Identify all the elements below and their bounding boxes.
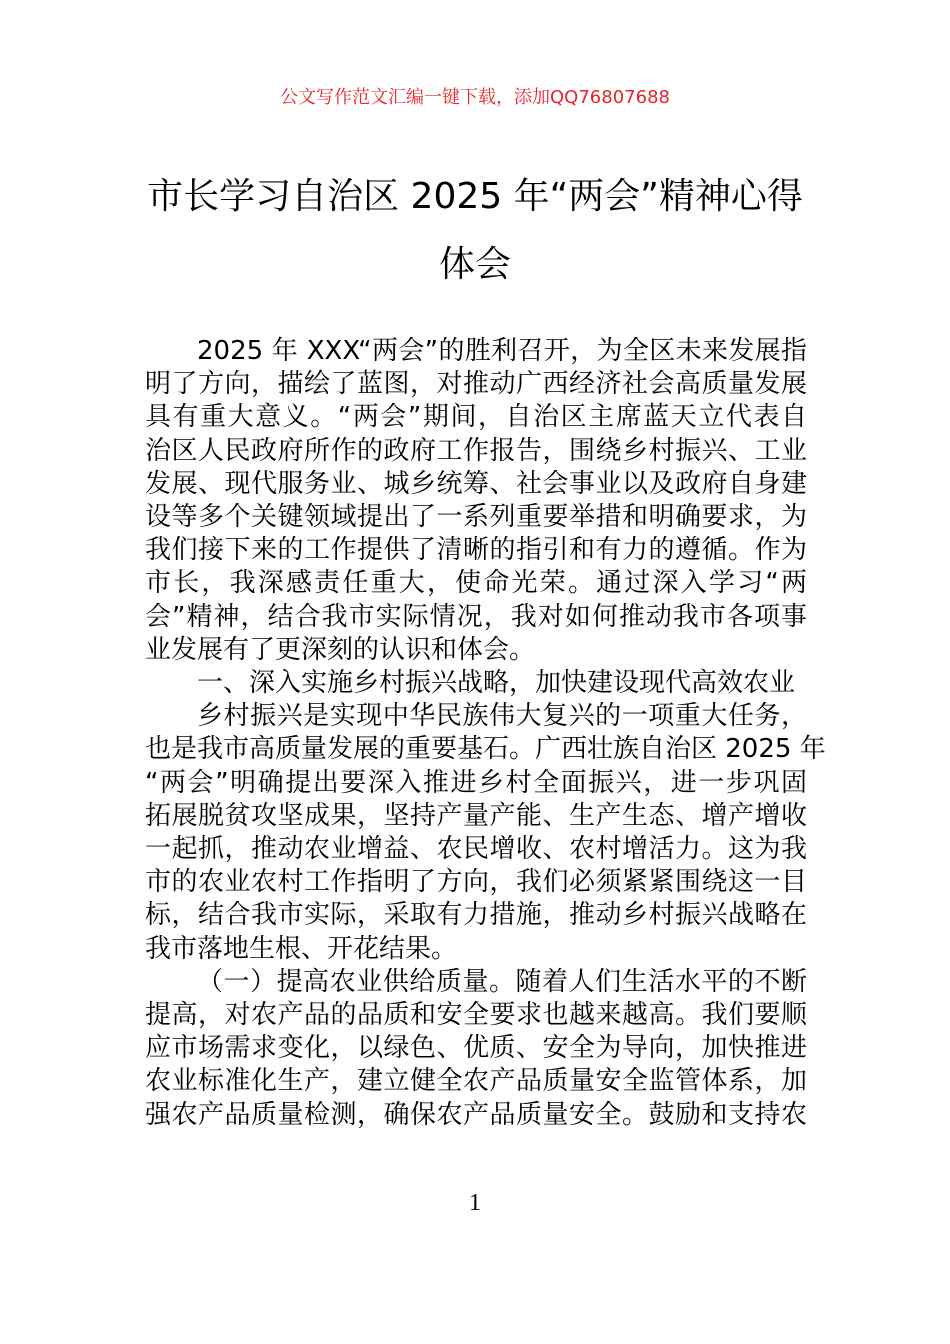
- document-title-line-2: 体会: [438, 244, 511, 285]
- body-text-line: 我市落地生根、开花结果。: [145, 933, 458, 964]
- body-text-line: 一、深入实施乡村振兴战略，加快建设现代高效农业: [197, 668, 796, 698]
- body-text-line: 标，结合我市实际，采取有力措施，推动乡村振兴战略在: [145, 900, 807, 931]
- body-text-line: 应市场需求变化，以绿色、优质、安全为导向，加快推进: [145, 1033, 807, 1064]
- body-text-line: 拓展脱贫攻坚成果，坚持产量产能、生产生态、增产增收: [145, 800, 807, 831]
- body-text-line: 2025 年 XXX“两会”的胜利召开，为全区未来发展指: [197, 336, 807, 366]
- body-text-line: （一）提高农业供给质量。随着人们生活水平的不断: [197, 966, 807, 997]
- document-title-line-1: 市长学习自治区 2025 年“两会”精神心得: [147, 176, 803, 217]
- body-text-line: 会”精神，结合我市实际情况，我对如何推动我市各项事: [145, 601, 807, 632]
- body-text-line: 业发展有了更深刻的认识和体会。: [145, 634, 536, 665]
- body-text-line: 发展、现代服务业、城乡统筹、社会事业以及政府自身建: [145, 468, 807, 499]
- body-text-line: 我们接下来的工作提供了清晰的指引和有力的遵循。作为: [145, 535, 807, 566]
- body-text-line: 设等多个关键领域提出了一系列重要举措和明确要求，为: [145, 502, 807, 532]
- body-text-line: 提高，对农产品的品质和安全要求也越来越高。我们要顺: [145, 1000, 807, 1030]
- body-text-line: 市长，我深感责任重大，使命光荣。通过深入学习“两: [145, 568, 807, 599]
- page-number: 1: [469, 1190, 481, 1216]
- body-text-line: 乡村振兴是实现中华民族伟大复兴的一项重大任务，: [197, 701, 807, 732]
- body-text-line: 强农产品质量检测，确保农产品质量安全。鼓励和支持农: [145, 1099, 807, 1130]
- download-banner: 公文写作范文汇编一键下载，添加QQ76807688: [280, 87, 670, 108]
- body-text-line: 市的农业农村工作指明了方向，我们必须紧紧围绕这一目: [145, 867, 807, 898]
- body-text-line: 一起抓，推动农业增益、农民增收、农村增活力。这为我: [145, 834, 807, 864]
- body-text-line: 明了方向，描绘了蓝图，对推动广西经济社会高质量发展: [145, 369, 807, 400]
- body-text-line: 也是我市高质量发展的重要基石。广西壮族自治区 2025 年: [145, 734, 826, 765]
- body-text-line: 具有重大意义。“两会”期间，自治区主席蓝天立代表自: [145, 402, 807, 433]
- body-text-line: 治区人民政府所作的政府工作报告，围绕乡村振兴、工业: [145, 435, 807, 466]
- body-text-line: 农业标准化生产，建立健全农产品质量安全监管体系，加: [145, 1066, 807, 1097]
- body-text-line: “两会”明确提出要深入推进乡村全面振兴，进一步巩固: [145, 767, 807, 798]
